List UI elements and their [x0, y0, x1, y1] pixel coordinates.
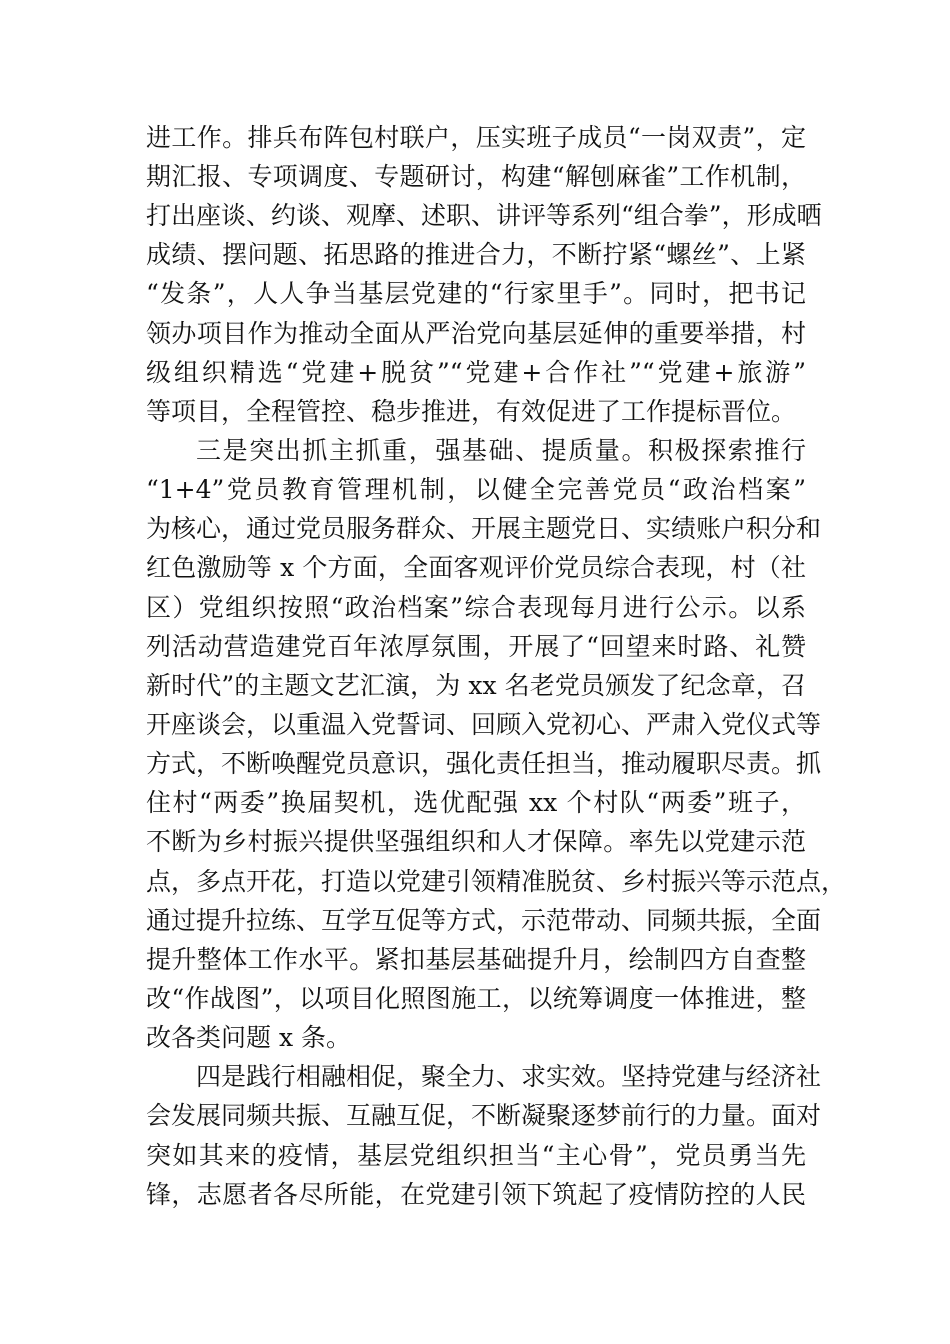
text-line: 改“作战图”，以项目化照图施工，以统筹调度一体推进，整	[146, 984, 806, 1013]
text-line: 点，多点开花，打造以党建引领精准脱贫、乡村振兴等示范点，	[146, 867, 847, 896]
text-line: 方式，不断唤醒党员意识，强化责任担当，推动履职尽责。抓	[146, 749, 822, 778]
text-line: 不断为乡村振兴提供坚强组织和人才保障。率先以党建示范	[146, 827, 806, 856]
text-line: 开座谈会，以重温入党誓词、回顾入党初心、严肃入党仪式等	[146, 710, 822, 739]
text-line: 通过提升拉练、互学互促等方式，示范带动、同频共振，全面	[146, 906, 822, 935]
text-line: “1+4”党员教育管理机制，以健全完善党员“政治档案”	[146, 475, 806, 504]
text-line: “发条”，人人争当基层党建的“行家里手”。同时，把书记	[146, 279, 806, 308]
text-line: 打出座谈、约谈、观摩、述职、讲评等系列“组合拳”，形成晒	[146, 201, 822, 230]
text-line: 会发展同频共振、互融互促，不断凝聚逐梦前行的力量。面对	[146, 1101, 822, 1130]
text-line: 提升整体工作水平。紧扣基层基础提升月，绘制四方自查整	[146, 945, 806, 974]
text-line: 突如其来的疫情，基层党组织担当“主心骨”，党员勇当先	[146, 1141, 806, 1170]
text-line: 改各类问题 x 条。	[146, 1023, 351, 1052]
text-line: 领办项目作为推动全面从严治党向基层延伸的重要举措，村	[146, 319, 806, 348]
text-line: 锋，志愿者各尽所能，在党建引领下筑起了疫情防控的人民	[146, 1180, 806, 1209]
text-line: 为核心，通过党员服务群众、开展主题党日、实绩账户积分和	[146, 514, 822, 543]
text-line: 区）党组织按照“政治档案”综合表现每月进行公示。以系	[146, 593, 806, 622]
paragraph-first-line: 四是践行相融相促，聚全力、求实效。坚持党建与经济社	[196, 1062, 822, 1091]
text-line: 级组织精选“党建+脱贫”“党建+合作社”“党建+旅游”	[146, 358, 806, 387]
text-line: 进工作。排兵布阵包村联户，压实班子成员“一岗双责”，定	[146, 123, 806, 152]
text-line: 住村“两委”换届契机，选优配强 xx 个村队“两委”班子，	[146, 788, 806, 817]
text-line: 新时代”的主题文艺汇演，为 xx 名老党员颁发了纪念章，召	[146, 671, 806, 700]
text-line: 列活动营造建党百年浓厚氛围，开展了“回望来时路、礼赞	[146, 632, 806, 661]
text-line: 等项目，全程管控、稳步推进，有效促进了工作提标晋位。	[146, 397, 797, 426]
text-line: 红色激励等 x 个方面，全面客观评价党员综合表现，村（社	[146, 553, 806, 582]
text-line: 成绩、摆问题、拓思路的推进合力，不断拧紧“螺丝”、上紧	[146, 240, 806, 269]
text-line: 期汇报、专项调度、专题研讨，构建“解刨麻雀”工作机制，	[146, 162, 806, 191]
paragraph-first-line: 三是突出抓主抓重，强基础、提质量。积极探索推行	[196, 436, 806, 465]
